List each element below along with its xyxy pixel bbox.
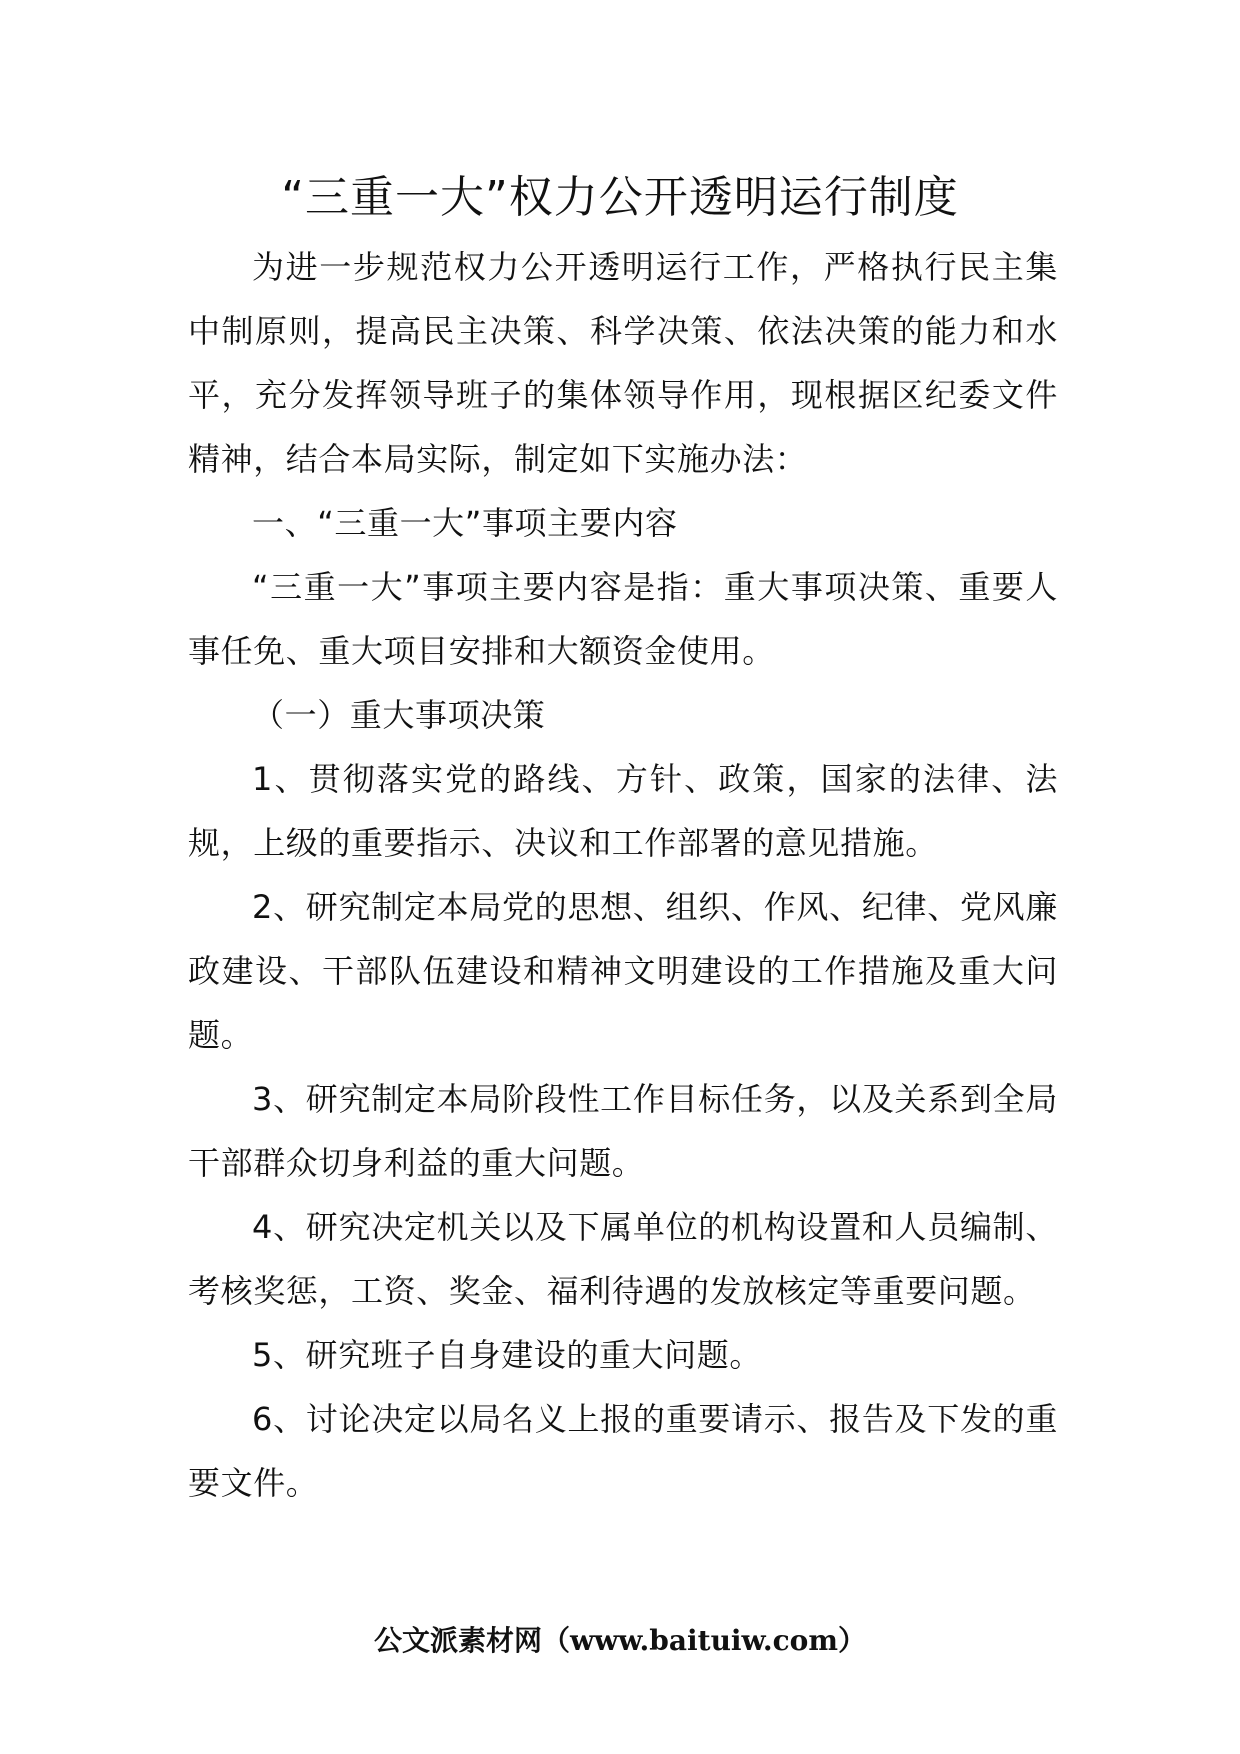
paragraph-content-definition: “三重一大”事项主要内容是指：重大事项决策、重要人事任免、重大项目安排和大额资金使用。 <box>188 568 1058 670</box>
list-item-6: 6、讨论决定以局名义上报的重要请示、报告及下发的重要文件。 <box>188 1400 1058 1502</box>
watermark-footer: 公文派素材网（www.baituiw.com） <box>374 1624 866 1657</box>
list-item-1: 1、贯彻落实党的路线、方针、政策，国家的法律、法规，上级的重要指示、决议和工作部署的意见措施。 <box>188 760 1058 862</box>
document-body <box>188 235 1058 1515</box>
paragraph-intro: 为进一步规范权力公开透明运行工作，严格执行民主集中制原则，提高民主决策、科学决策、依法决策的能力和水平，充分发挥领导班子的集体领导作用，现根据区纪委文件精神，结合本局实际，制定如下实施办法： <box>188 248 1058 478</box>
list-item-4: 4、研究决定机关以及下属单位的机构设置和人员编制、考核奖惩，工资、奖金、福利待遇的发放核定等重要问题。 <box>188 1208 1058 1310</box>
section-heading-1: 一、“三重一大”事项主要内容 <box>252 504 678 542</box>
list-item-2: 2、研究制定本局党的思想、组织、作风、纪律、党风廉政建设、干部队伍建设和精神文明建设的工作措施及重大问题。 <box>188 888 1058 1054</box>
document-title: “三重一大”权力公开透明运行制度 <box>281 172 959 223</box>
subsection-heading-1: （一）重大事项决策 <box>252 696 546 734</box>
list-item-5: 5、研究班子自身建设的重大问题。 <box>252 1336 762 1374</box>
list-item-3: 3、研究制定本局阶段性工作目标任务，以及关系到全局干部群众切身利益的重大问题。 <box>188 1080 1058 1182</box>
